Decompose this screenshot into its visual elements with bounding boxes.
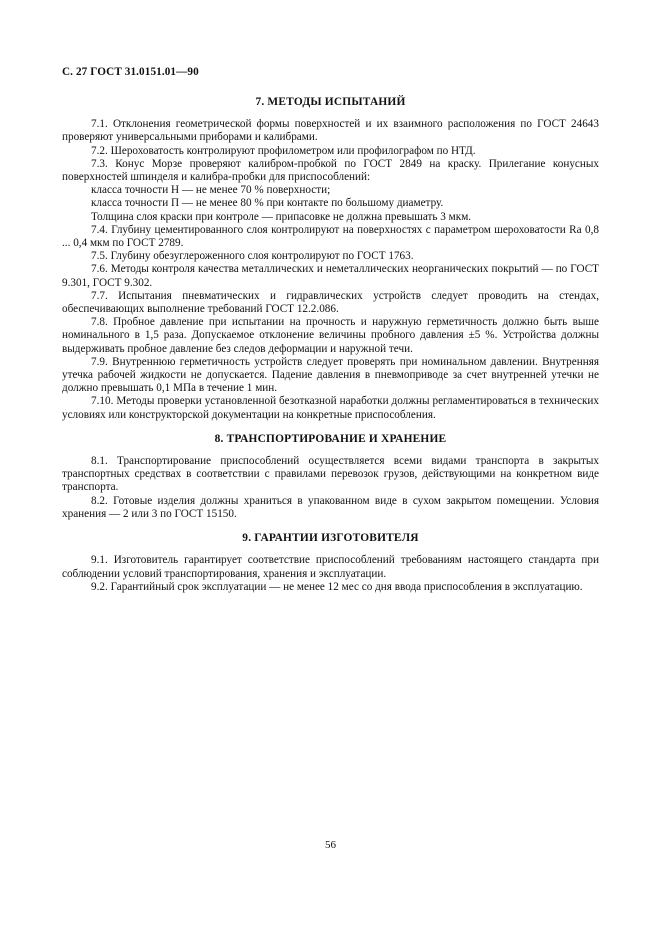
paragraph: 7.1. Отклонения геометрической формы поверхностей и их взаимного расположения по ГОСТ 24643 проверяют универсальными приборами и калибрами.	[62, 118, 599, 144]
paragraph: 8.2. Готовые изделия должны храниться в упакованном виде в сухом закрытом помещении. Условия хранения — 2 или 3 по ГОСТ 15150.	[62, 494, 599, 520]
paragraph: 7.2. Шероховатость контролируют профилометром или профилографом по НТД.	[91, 144, 476, 157]
paragraph: 9.2. Гарантийный срок эксплуатации — не менее 12 мес со дня ввода приспособления в эксплуатацию.	[91, 580, 583, 593]
paragraph: 7.9. Внутреннюю герметичность устройств следует проверять при номинальном давлении. Внутренняя утечка рабочей жидкости не допускается. Падение давления в пневмоприводе за счет внутренней утечки не должно превышать 0,1 МПа в течение 1 мин.	[62, 355, 599, 395]
paragraph: класса точности П — не менее 80 % при контакте по большому диаметру.	[91, 197, 444, 210]
paragraph: 7.10. Методы проверки установленной безотказной наработки должны регламентироваться в технических условиях или конструкторской документации на конкретные приспособления.	[62, 395, 599, 421]
document-body	[62, 86, 599, 594]
running-header: С. 27 ГОСТ 31.0151.01—90	[62, 66, 199, 78]
paragraph: 8.1. Транспортирование приспособлений осуществляется всеми видами транспорта в закрытых транспортных средствах в соответствии с правилами перевозок грузов, действующими на конкретном виде транспорта.	[62, 455, 599, 494]
paragraph: 7.3. Конус Морзе проверяют калибром-пробкой по ГОСТ 2849 на краску. Прилегание конусных поверхностей шпинделя и калибра-пробки для приспособлений:	[62, 157, 599, 184]
section-heading: 8. ТРАНСПОРТИРОВАНИЕ И ХРАНЕНИЕ	[214, 432, 447, 445]
section-heading: 7. МЕТОДЫ ИСПЫТАНИЙ	[255, 96, 406, 108]
paragraph: 7.7. Испытания пневматических и гидравлических устройств следует проводить на стендах, обеспечивающих выполнение требований ГОСТ 12.2.086.	[62, 289, 599, 316]
page-number: 56	[325, 839, 336, 851]
paragraph: Толщина слоя краски при контроле — припасовке не должна превышать 3 мкм.	[91, 210, 472, 223]
paragraph: 7.8. Пробное давление при испытании на прочность и наружную герметичность должно быть выше номинального в 1,5 раза. Допускаемое отклонение величины пробного давления ±5 %. Устройства должны выдерживать пробное давление без следов деформации и наружной течи.	[62, 316, 599, 355]
paragraph: 9.1. Изготовитель гарантирует соответствие приспособлений требованиям настоящего стандарта при соблюдении условий транспортирования, хранения и эксплуатации.	[62, 554, 599, 580]
section-heading: 9. ГАРАНТИИ ИЗГОТОВИТЕЛЯ	[242, 532, 419, 545]
paragraph: 7.6. Методы контроля качества металлических и неметаллических неорганических покрытий — по ГОСТ 9.301, ГОСТ 9.302.	[62, 263, 599, 289]
paragraph: класса точности Н — не менее 70 % поверхности;	[91, 184, 331, 197]
paragraph: 7.4. Глубину цементированного слоя контролируют на поверхностях с параметром шероховатости Ra 0,8 ... 0,4 мкм по ГОСТ 2789.	[62, 223, 599, 250]
paragraph: 7.5. Глубину обезуглероженного слоя контролируют по ГОСТ 1763.	[91, 250, 414, 263]
